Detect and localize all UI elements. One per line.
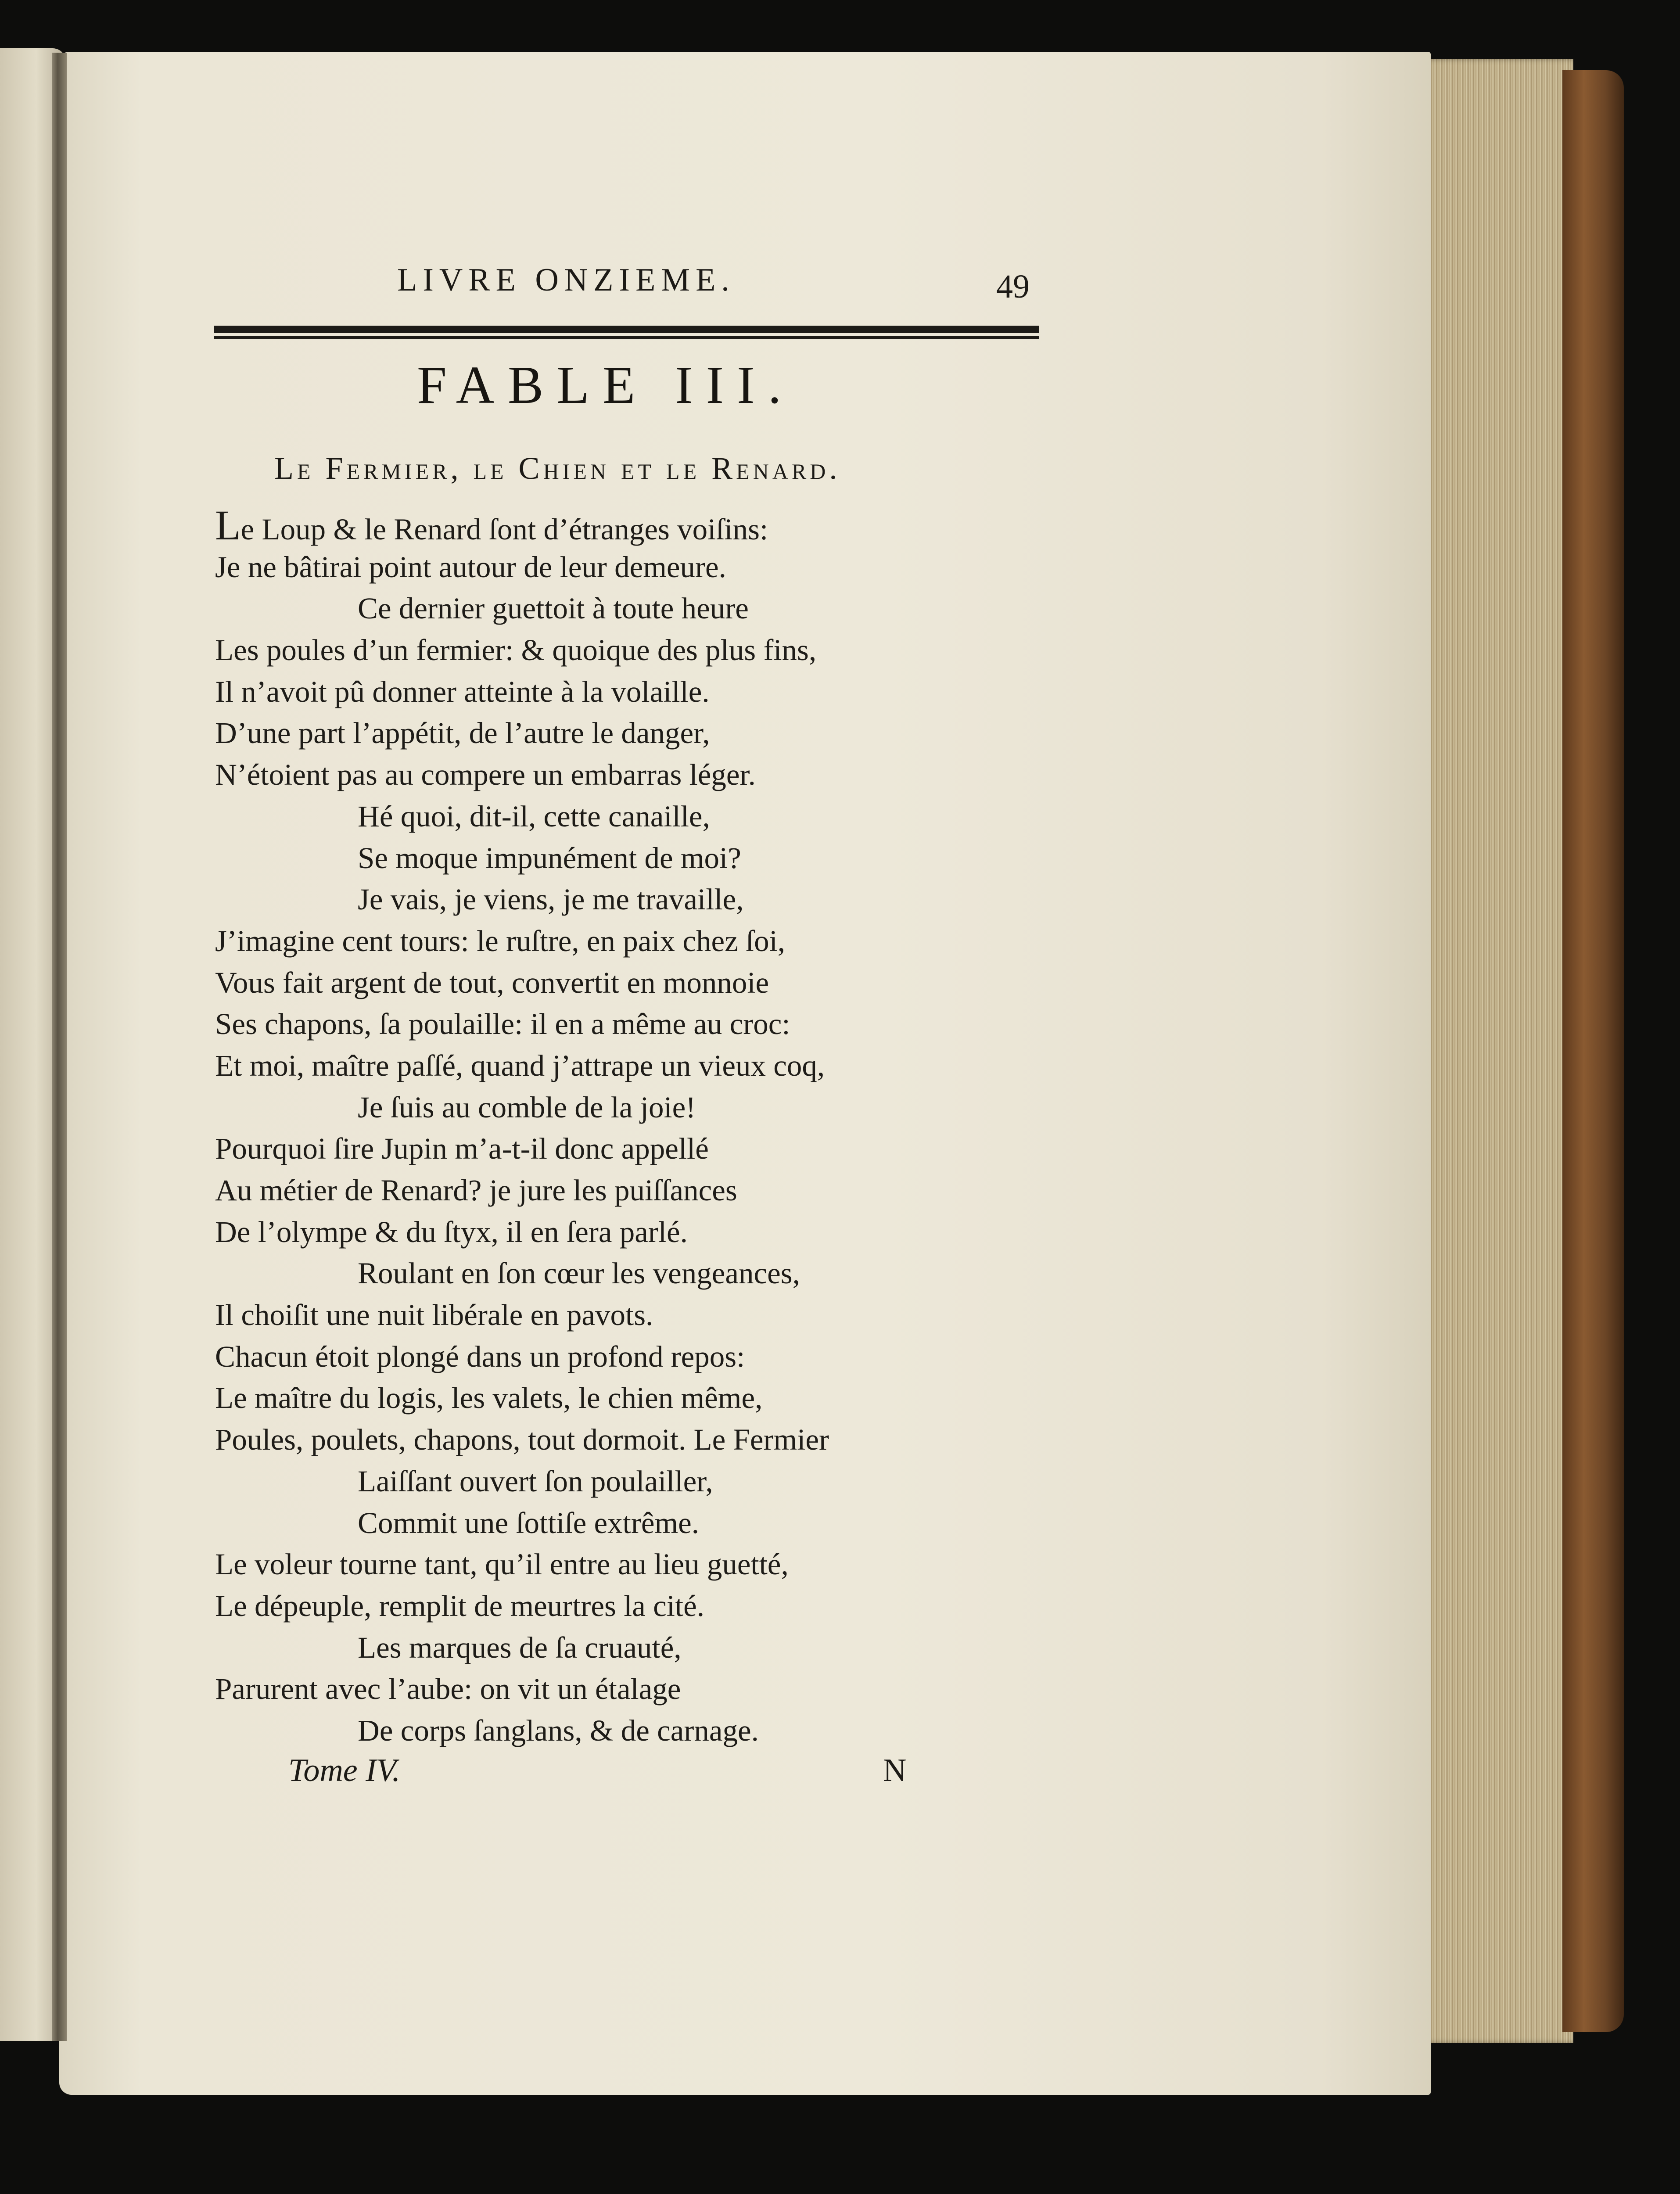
poem-line: Roulant en ſon cœur les vengeances, bbox=[358, 1257, 800, 1290]
poem-line: De corps ſanglans, & de carnage. bbox=[358, 1713, 759, 1747]
poem-line: Et moi, maître paſſé, quand j’attrape un vieux coq, bbox=[215, 1049, 825, 1082]
volume-label: Tome IV. bbox=[288, 1752, 400, 1788]
poem-line: J’imagine cent tours: le ruſtre, en paix chez ſoi, bbox=[215, 924, 786, 958]
poem-line: Vous fait argent de tout, convertit en monnoie bbox=[215, 966, 769, 999]
fable-title: FABLE III. bbox=[417, 355, 795, 415]
poem-line: Il n’avoit pû donner atteinte à la volaille. bbox=[215, 675, 710, 708]
poem-line: Parurent avec l’aube: on vit un étalage bbox=[215, 1672, 681, 1706]
poem-line: Le voleur tourne tant, qu’il entre au lieu guetté, bbox=[215, 1548, 789, 1581]
poem-line: Chacun étoit plongé dans un profond repos: bbox=[215, 1339, 745, 1373]
poem-line: Poules, poulets, chapons, tout dormoit. Le Fermier bbox=[215, 1423, 829, 1457]
page-edges bbox=[1422, 59, 1573, 2043]
poem-line: Laiſſant ouvert ſon poulailler, bbox=[358, 1464, 713, 1498]
poem-line: Se moque impunément de moi? bbox=[358, 841, 741, 875]
page-number: 49 bbox=[996, 268, 1030, 305]
poem-line: Pourquoi ſire Jupin m’a-t-il donc appellé bbox=[215, 1132, 709, 1166]
running-head: LIVRE ONZIEME. bbox=[397, 262, 735, 298]
poem-line: D’une part l’appétit, de l’autre le danger, bbox=[215, 716, 710, 750]
drop-cap: L bbox=[215, 502, 241, 549]
leather-cover bbox=[1562, 70, 1624, 2032]
header-rule bbox=[214, 326, 1039, 341]
poem-line-text: e Loup & le Renard ſont d’étranges voiſins: bbox=[241, 513, 768, 546]
header-rule-thick bbox=[214, 326, 1039, 333]
poem-line: Le dépeuple, remplit de meurtres la cité. bbox=[215, 1589, 705, 1623]
poem-line: Les marques de ſa cruauté, bbox=[358, 1630, 682, 1664]
poem-line: Le maître du logis, les valets, le chien même, bbox=[215, 1381, 763, 1415]
poem-line: Je ſuis au comble de la joie! bbox=[358, 1090, 696, 1124]
book-gutter bbox=[52, 53, 67, 2041]
poem-line bbox=[215, 502, 1119, 549]
header-rule-thin bbox=[214, 336, 1039, 339]
poem-line: Les poules d’un fermier: & quoique des plus fins, bbox=[215, 633, 817, 667]
poem-line: De l’olympe & du ſtyx, il en ſera parlé. bbox=[215, 1215, 688, 1249]
poem-text bbox=[215, 502, 1119, 1752]
poem-line: N’étoient pas au compere un embarras léger. bbox=[215, 758, 756, 792]
fable-subtitle: Le Fermier, le Chien et le Renard. bbox=[274, 451, 841, 486]
poem-line: Ses chapons, ſa poulaille: il en a même au croc: bbox=[215, 1007, 790, 1041]
poem-line: Ce dernier guettoit à toute heure bbox=[358, 592, 749, 625]
signature-mark: N bbox=[883, 1752, 907, 1788]
poem-line: Il choiſit une nuit libérale en pavots. bbox=[215, 1298, 653, 1332]
poem-line: Au métier de Renard? je jure les puiſſances bbox=[215, 1174, 737, 1207]
poem-line: Je ne bâtirai point autour de leur demeure. bbox=[215, 550, 726, 584]
poem-line: Je vais, je viens, je me travaille, bbox=[358, 883, 744, 916]
poem-line: Hé quoi, dit-il, cette canaille, bbox=[358, 799, 710, 833]
poem-line: Commit une ſottiſe extrême. bbox=[358, 1506, 700, 1540]
